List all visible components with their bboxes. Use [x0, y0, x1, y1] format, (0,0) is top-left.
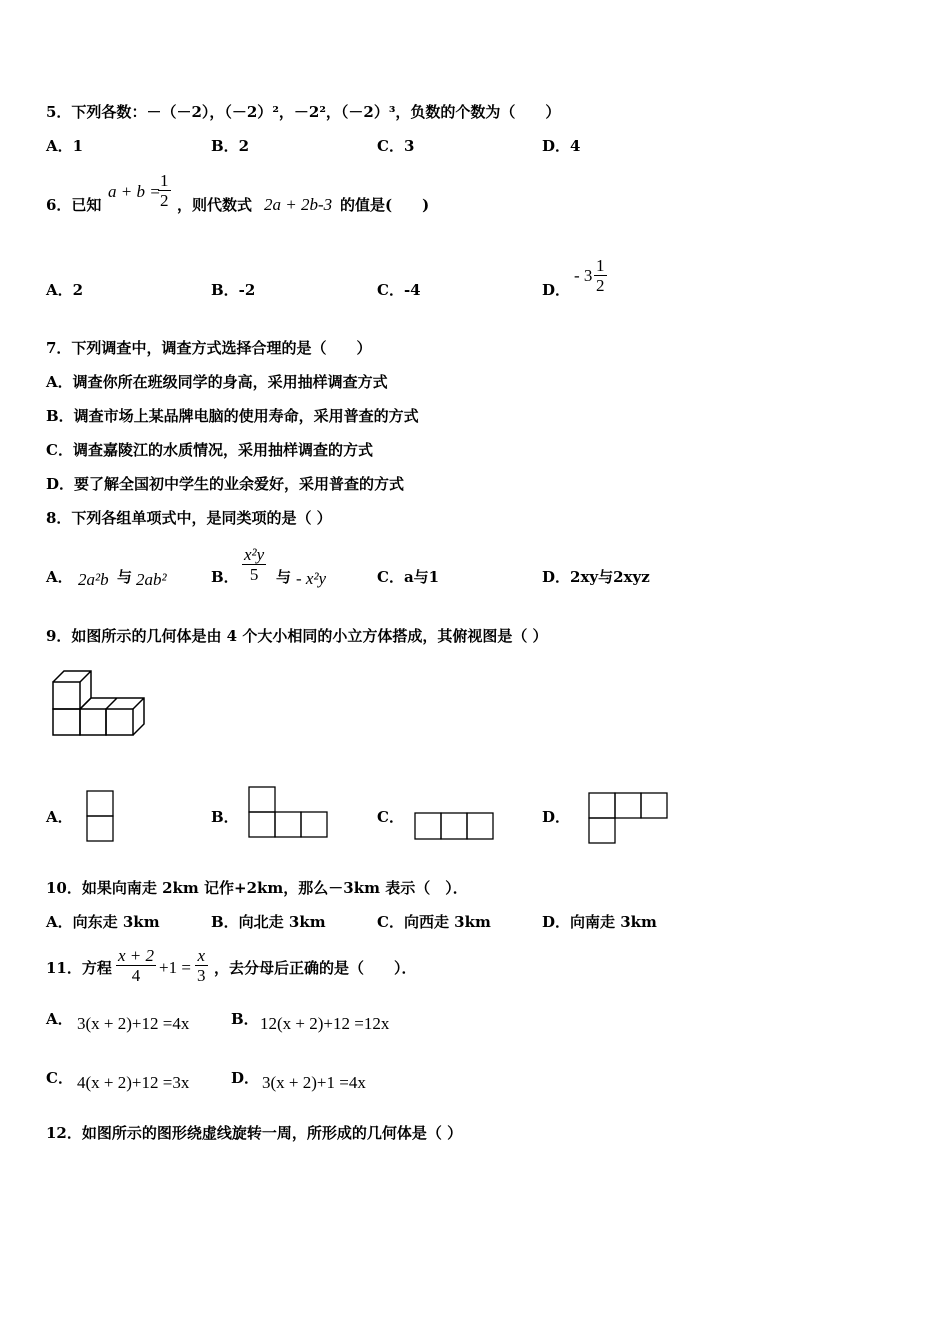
q10-stem: 10．如果向南走 2km 记作+2km，那么－3km 表示（ ）．: [46, 879, 468, 897]
q11-option-b-label: B．: [231, 1010, 259, 1028]
q10-option-a: A．向东走 3km: [46, 913, 160, 931]
q8-option-a-expr2: 2ab²: [136, 570, 167, 589]
q11-fraction-2-denominator: 3: [197, 966, 206, 985]
q6-fraction-numerator: 1: [160, 171, 169, 190]
q6-fraction-denominator: 2: [160, 191, 169, 210]
q6-option-d-whole: - 3: [574, 266, 593, 285]
q8-option-b-denominator: 5: [249, 565, 259, 584]
q6-option-a: A．2: [46, 281, 84, 299]
q6-mid: ，则代数式: [177, 196, 253, 214]
q9-option-c-label: C．: [377, 808, 404, 826]
q5-option-d: D．4: [542, 137, 581, 155]
q9-option-d-label: D．: [542, 808, 571, 826]
q11-plus-one: +1 =: [159, 958, 191, 977]
q8-option-c: C．a与1: [377, 568, 440, 586]
q9-option-d-figure: [588, 792, 672, 848]
q8-stem: 8．下列各组单项式中，是同类项的是（ ）: [46, 509, 332, 527]
q5-option-a: A．1: [46, 137, 84, 155]
q12-stem: 12．如图所示的图形绕虚线旋转一周，所形成的几何体是（ ）: [46, 1124, 463, 1142]
q5-stem: 5．下列各数：－（－2），（－2）²，－2²，（－2）³，负数的个数为（ ）: [46, 103, 561, 121]
q9-option-a-figure: [86, 790, 116, 844]
q11-option-c-expr: 4(x + 2)+12 =3x: [77, 1073, 190, 1092]
q6-expression: 2a + 2b-3: [264, 195, 333, 214]
q6-prefix: 6．已知: [46, 196, 102, 214]
q7-option-a: A．调查你所在班级同学的身高，采用抽样调查方式: [46, 373, 388, 391]
q8-option-d: D．2xy与2xyz: [542, 568, 650, 586]
q7-option-b: B．调查市场上某品牌电脑的使用寿命，采用普查的方式: [46, 407, 419, 425]
q11-fraction-1-numerator: x + 2: [118, 946, 155, 965]
q7-stem: 7．下列调查中，调查方式选择合理的是（ ）: [46, 339, 372, 357]
q7-option-d: D．要了解全国初中学生的业余爱好，采用普查的方式: [46, 475, 405, 493]
q6-fraction: [158, 171, 171, 210]
q9-option-a-label: A．: [46, 808, 73, 826]
q9-option-b-figure: [248, 786, 332, 842]
q5-option-c: C．3: [377, 137, 415, 155]
q8-option-b-with: 与: [276, 568, 292, 586]
q6-option-b: B．-2: [211, 281, 256, 299]
q11-suffix: ，去分母后正确的是（ ）．: [214, 959, 417, 977]
q8-option-b-numerator: x²y: [244, 545, 265, 564]
q6-suffix: 的值是( ): [340, 196, 430, 214]
q6-option-d-denominator: 2: [596, 276, 605, 295]
q11-fraction-2-numerator: x: [195, 946, 208, 966]
q8-option-a-with: 与: [117, 568, 133, 586]
q6-equation-lhs: a + b =: [108, 182, 161, 201]
q11-option-c-label: C．: [46, 1069, 73, 1087]
q6-option-d-numerator: 1: [596, 256, 605, 275]
q11-fraction-1: [116, 946, 156, 985]
q9-stem: 9．如图所示的几何体是由 4 个大小相同的小立方体搭成，其俯视图是（ ）: [46, 627, 548, 645]
q8-option-a-expr1: 2a²b: [78, 570, 109, 589]
q10-option-d: D．向南走 3km: [542, 913, 657, 931]
q11-option-d-label: D．: [231, 1069, 260, 1087]
q11-option-b-expr: 12(x + 2)+12 =12x: [260, 1014, 390, 1033]
q11-option-d-expr: 3(x + 2)+1 =4x: [262, 1073, 366, 1092]
q5-option-b: B．2: [211, 137, 250, 155]
q8-option-b-fraction: [242, 545, 266, 584]
q10-option-b: B．向北走 3km: [211, 913, 326, 931]
q8-option-b-label: B．: [211, 568, 239, 586]
q8-option-b-expr2: - x²y: [296, 569, 327, 588]
q11-prefix: 11．方程: [46, 959, 112, 977]
q11-fraction-2: [195, 946, 208, 985]
q6-option-d-fraction: [594, 256, 607, 295]
q11-option-a-label: A．: [46, 1010, 73, 1028]
q11-fraction-1-denominator: 4: [131, 966, 141, 985]
q8-option-a-label: A．: [46, 568, 73, 586]
q9-option-b-label: B．: [211, 808, 239, 826]
q7-option-c: C．调查嘉陵江的水质情况，采用抽样调查的方式: [46, 441, 373, 459]
q9-cube-solid-figure: [50, 668, 150, 738]
q6-option-d-label: D．: [542, 281, 571, 299]
q6-option-c: C．-4: [377, 281, 421, 299]
q10-option-c: C．向西走 3km: [377, 913, 491, 931]
q9-option-c-figure: [414, 812, 498, 842]
q11-option-a-expr: 3(x + 2)+12 =4x: [77, 1014, 190, 1033]
